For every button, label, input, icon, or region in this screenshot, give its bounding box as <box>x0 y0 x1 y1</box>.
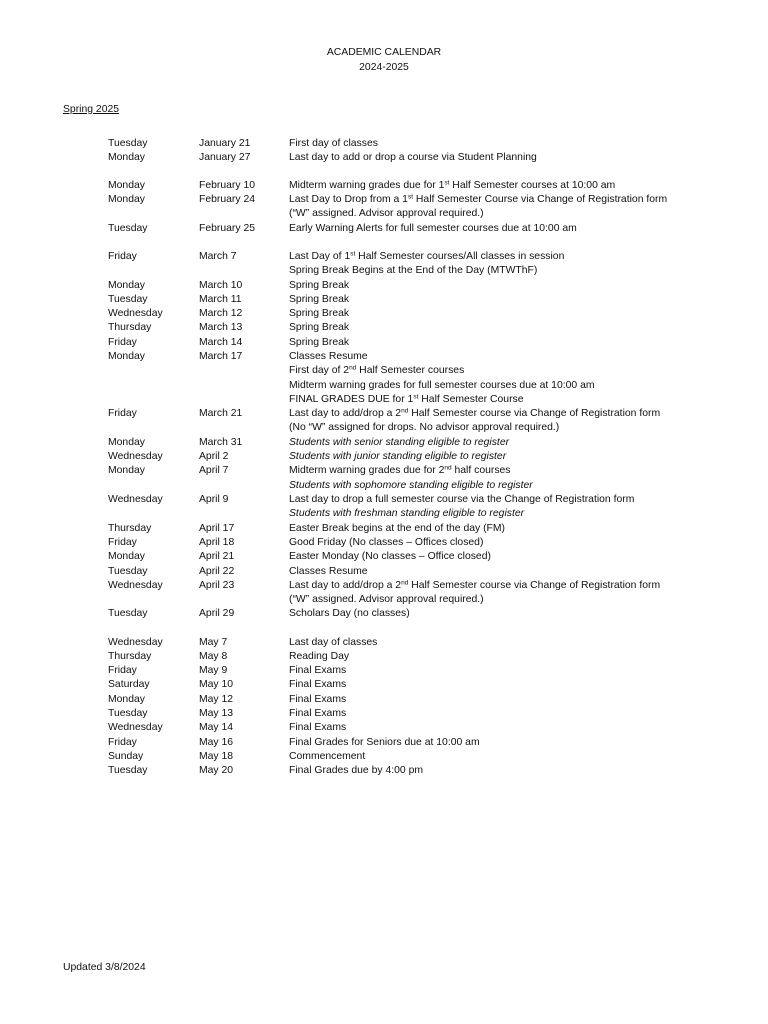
ordinal-suffix: st <box>444 179 450 187</box>
description-text: First day of classes <box>289 137 378 149</box>
description-line <box>289 507 749 521</box>
row-day: Monday <box>108 551 145 563</box>
row-description <box>289 307 749 321</box>
row-description <box>289 151 749 165</box>
row-day: Thursday <box>108 650 152 662</box>
description-line <box>289 607 749 621</box>
row-description <box>289 279 749 293</box>
description-text: Half Semester course via Change of Registration form <box>408 408 661 420</box>
ordinal-suffix: nd <box>349 364 357 372</box>
row-day: Monday <box>108 351 145 362</box>
description-line <box>289 707 749 721</box>
description-text: Half Semester Course <box>418 393 524 405</box>
row-description <box>289 250 749 279</box>
description-text: Early Warning Alerts for full semester courses due at 10:00 am <box>289 222 577 234</box>
description-text: Last day to drop a full semester course via the Change of Registration form <box>289 494 635 505</box>
description-text: Midterm warning grades due for 2 <box>289 465 445 477</box>
row-date: March 17 <box>199 351 243 362</box>
row-description <box>289 336 749 350</box>
description-text: (“W” assigned. Advisor approval required.) <box>289 208 484 220</box>
description-text: Spring Break <box>289 322 350 334</box>
description-text: Midterm warning grades due for 1 <box>289 179 445 191</box>
row-day: Friday <box>108 736 137 748</box>
row-description <box>289 222 749 236</box>
description-text: Last day of classes <box>289 636 378 648</box>
description-line <box>289 336 749 350</box>
row-date: April 23 <box>199 579 235 591</box>
row-date: April 18 <box>199 536 235 548</box>
description-text: Final Grades due by 4:00 pm <box>289 765 423 777</box>
ordinal-suffix: st <box>350 250 356 258</box>
row-day: Monday <box>108 693 145 705</box>
row-date: January 27 <box>199 151 251 163</box>
description-text: Students with junior standing eligible to register <box>289 451 507 463</box>
document-title: ACADEMIC CALENDAR <box>326 47 442 58</box>
row-day: Tuesday <box>108 765 148 777</box>
ordinal-suffix: nd <box>401 579 409 587</box>
row-day: Friday <box>108 336 137 348</box>
row-description <box>289 764 749 778</box>
description-line <box>289 764 749 778</box>
description-line <box>289 636 749 650</box>
description-line <box>289 736 749 750</box>
row-description <box>289 536 749 550</box>
row-description <box>289 193 749 222</box>
description-text: Spring Break <box>289 308 350 320</box>
row-description <box>289 736 749 750</box>
description-line <box>289 693 749 707</box>
description-text: Final Exams <box>289 679 347 691</box>
description-text: Good Friday (No classes – Offices closed) <box>289 536 484 548</box>
description-line <box>289 650 749 664</box>
description-line <box>289 222 749 236</box>
row-date: March 31 <box>199 436 243 448</box>
description-line <box>289 536 749 550</box>
row-description <box>289 565 749 579</box>
row-day: Monday <box>108 151 145 163</box>
row-description <box>289 493 749 522</box>
description-text: Last Day of 1 <box>289 250 351 262</box>
description-line <box>289 579 749 593</box>
row-day: Saturday <box>108 679 150 691</box>
row-day: Friday <box>108 408 137 420</box>
description-text: Half Semester courses at 10:00 am <box>449 179 616 191</box>
row-description <box>289 607 749 621</box>
row-date: May 7 <box>199 636 228 648</box>
row-day: Wednesday <box>108 636 163 648</box>
row-day: Friday <box>108 250 137 262</box>
description-text: Last day to add/drop a 2 <box>289 579 402 591</box>
row-date: May 18 <box>199 750 234 762</box>
row-description <box>289 650 749 664</box>
description-text: Students with senior standing eligible to register <box>289 436 510 448</box>
description-text: Easter Break begins at the end of the day (FM) <box>289 522 506 534</box>
row-description <box>289 407 749 436</box>
description-line <box>289 151 749 165</box>
description-text: Last day to add or drop a course via Student Planning <box>289 151 537 163</box>
row-description <box>289 636 749 650</box>
row-day: Wednesday <box>108 722 163 734</box>
ordinal-suffix: nd <box>401 407 409 415</box>
description-line <box>289 479 749 493</box>
row-day: Monday <box>108 465 145 477</box>
academic-year: 2024-2025 <box>359 62 409 73</box>
ordinal-suffix: st <box>413 393 419 401</box>
row-day: Wednesday <box>108 308 163 320</box>
row-date: May 8 <box>199 650 228 662</box>
description-text: Easter Monday (No classes – Office closed) <box>289 551 491 563</box>
row-day: Tuesday <box>108 565 148 577</box>
description-text: Commencement <box>289 750 366 762</box>
description-text: Reading Day <box>289 650 350 662</box>
description-text: Final Exams <box>289 693 347 705</box>
row-date: May 20 <box>199 765 234 777</box>
description-text: Half Semester Course via Change of Registration form <box>413 194 668 206</box>
row-description <box>289 550 749 564</box>
row-date: March 12 <box>199 308 243 320</box>
description-line <box>289 421 749 435</box>
row-day: Tuesday <box>108 608 148 620</box>
description-line <box>289 379 749 393</box>
row-day: Tuesday <box>108 137 148 149</box>
row-date: February 24 <box>199 194 256 206</box>
description-line <box>289 350 749 364</box>
description-line <box>289 450 749 464</box>
description-line <box>289 293 749 307</box>
description-text: Spring Break <box>289 336 350 348</box>
row-day: Friday <box>108 536 137 548</box>
description-text: Classes Resume <box>289 351 368 362</box>
description-line <box>289 464 749 478</box>
description-line <box>289 364 749 378</box>
row-description <box>289 179 749 193</box>
description-line <box>289 250 749 264</box>
row-day: Monday <box>108 436 145 448</box>
description-line <box>289 565 749 579</box>
description-text: Final Exams <box>289 708 347 719</box>
description-text: (No “W” assigned for drops. No advisor approval required.) <box>289 422 560 434</box>
description-text: First day of 2 <box>289 365 350 377</box>
description-text: Half Semester courses/All classes in session <box>355 250 565 262</box>
row-day: Thursday <box>108 522 152 534</box>
description-text: FINAL GRADES DUE for 1 <box>289 393 414 405</box>
row-day: Tuesday <box>108 708 148 719</box>
row-description <box>289 137 749 151</box>
description-text: Final Grades for Seniors due at 10:00 am <box>289 736 480 748</box>
description-line <box>289 179 749 193</box>
description-line <box>289 393 749 407</box>
description-text: Scholars Day (no classes) <box>289 608 410 620</box>
row-day: Sunday <box>108 750 144 762</box>
row-description <box>289 721 749 735</box>
description-text: Students with sophomore standing eligible to register <box>289 479 533 491</box>
description-line <box>289 137 749 151</box>
description-text: Last Day to Drop from a 1 <box>289 194 408 206</box>
description-line <box>289 264 749 278</box>
row-day: Wednesday <box>108 579 163 591</box>
description-text: Spring Break <box>289 279 350 291</box>
description-text: half courses <box>451 465 511 477</box>
description-text: Students with freshman standing eligible to register <box>289 508 525 520</box>
description-line <box>289 207 749 221</box>
description-text: (“W” assigned. Advisor approval required.) <box>289 594 484 606</box>
description-text: Midterm warning grades for full semester courses due at 10:00 am <box>289 379 595 391</box>
description-line <box>289 493 749 507</box>
row-date: May 9 <box>199 665 228 677</box>
row-date: February 10 <box>199 179 256 191</box>
description-line <box>289 279 749 293</box>
row-description <box>289 693 749 707</box>
row-date: April 9 <box>199 494 229 505</box>
row-description <box>289 293 749 307</box>
row-description <box>289 579 749 608</box>
ordinal-suffix: st <box>407 193 414 201</box>
row-date: March 7 <box>199 250 237 262</box>
ordinal-suffix: nd <box>444 464 452 472</box>
description-text: Last day to add/drop a 2 <box>289 408 402 420</box>
row-day: Wednesday <box>108 494 163 505</box>
description-line <box>289 678 749 692</box>
section-heading: Spring 2025 <box>63 104 120 115</box>
row-date: May 14 <box>199 722 234 734</box>
description-line <box>289 307 749 321</box>
description-text: Half Semester course via Change of Registration form <box>408 579 661 591</box>
row-description <box>289 678 749 692</box>
row-date: March 21 <box>199 408 243 420</box>
row-day: Tuesday <box>108 293 148 305</box>
row-date: April 21 <box>199 551 235 563</box>
row-day: Tuesday <box>108 222 148 234</box>
row-date: April 29 <box>199 608 235 620</box>
description-line <box>289 750 749 764</box>
row-date: May 12 <box>199 693 234 705</box>
description-line <box>289 550 749 564</box>
row-description <box>289 350 749 407</box>
row-date: May 10 <box>199 679 234 691</box>
row-date: April 7 <box>199 465 229 477</box>
row-date: April 22 <box>199 565 235 577</box>
description-line <box>289 193 749 207</box>
description-line <box>289 436 749 450</box>
description-line <box>289 593 749 607</box>
row-date: March 14 <box>199 336 243 348</box>
description-line <box>289 721 749 735</box>
row-description <box>289 436 749 450</box>
row-date: February 25 <box>199 222 256 234</box>
row-description <box>289 707 749 721</box>
description-text: Spring Break Begins at the End of the Day (MTWThF) <box>289 265 538 277</box>
row-description <box>289 664 749 678</box>
row-day: Thursday <box>108 322 152 334</box>
description-text: Half Semester courses <box>356 365 465 377</box>
row-date: April 17 <box>199 522 235 534</box>
row-day: Friday <box>108 665 137 677</box>
description-text: Final Exams <box>289 722 347 734</box>
row-day: Monday <box>108 279 145 291</box>
description-line <box>289 522 749 536</box>
row-day: Wednesday <box>108 451 163 463</box>
description-text: Spring Break <box>289 293 350 305</box>
row-description <box>289 321 749 335</box>
row-description <box>289 522 749 536</box>
row-description <box>289 464 749 493</box>
description-line <box>289 321 749 335</box>
row-date: January 21 <box>199 137 251 149</box>
row-date: April 2 <box>199 451 229 463</box>
row-date: May 16 <box>199 736 234 748</box>
row-day: Monday <box>108 179 145 191</box>
row-date: March 10 <box>199 279 243 291</box>
row-date: March 13 <box>199 322 243 334</box>
row-day: Monday <box>108 194 145 206</box>
row-date: March 11 <box>199 293 242 305</box>
description-line <box>289 407 749 421</box>
row-description <box>289 450 749 464</box>
row-date: May 13 <box>199 708 234 719</box>
updated-note: Updated 3/8/2024 <box>63 962 146 973</box>
description-text: Final Exams <box>289 665 347 677</box>
description-text: Classes Resume <box>289 565 368 577</box>
row-description <box>289 750 749 764</box>
description-line <box>289 664 749 678</box>
